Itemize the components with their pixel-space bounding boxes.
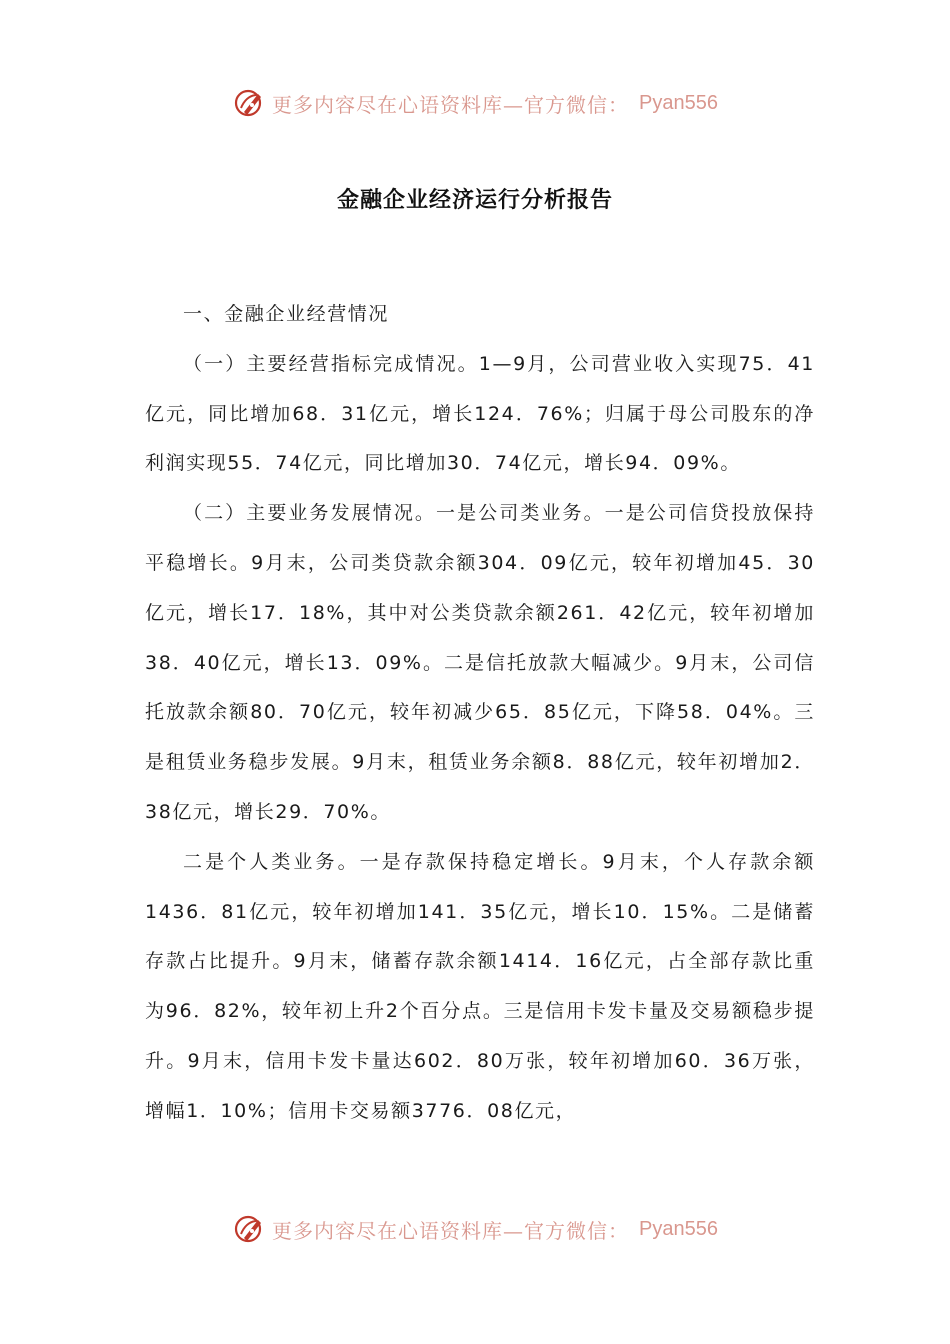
watermark-footer xyxy=(0,1212,950,1246)
document-title: 金融企业经济运行分析报告 xyxy=(336,187,613,213)
watermark-wechat-id: Pyan556 xyxy=(639,91,718,114)
document-body xyxy=(145,290,815,1137)
watermark-text: 更多内容尽在心语资料库—官方微信： xyxy=(272,92,630,117)
watermark-wechat-id: Pyan556 xyxy=(639,1217,718,1240)
paragraph-business-development: （二）主要业务发展情况。一是公司类业务。一是公司信贷投放保持平稳增长。9月末，公司类贷款余额304．09亿元，较年初增加45．30亿元，增长17．18%，其中对公类贷款余额261．42亿元，较年初增加38．40亿元，增长13．09%。二是信托放款大幅减少。9月末，公司信托放款余额80．70亿元，较年初减少65．85亿元，下降58．04%。三是租赁业务稳步发展。9月末，租赁业务余额8．88亿元，较年初增加2．38亿元，增长29．70%。 xyxy=(145,502,815,823)
pen-logo-icon xyxy=(232,86,266,120)
watermark-header xyxy=(0,86,950,120)
section-heading: 一、金融企业经营情况 xyxy=(183,303,390,325)
paragraph-main-indicators: （一）主要经营指标完成情况。1—9月，公司营业收入实现75．41亿元，同比增加68．31亿元，增长124．76%；归属于母公司股东的净利润实现55．74亿元，同比增加30．74亿元，增长94．09%。 xyxy=(145,352,815,475)
paragraph-personal-business: 二是个人类业务。一是存款保持稳定增长。9月末，个人存款余额1436．81亿元，较年初增加141．35亿元，增长10．15%。二是储蓄存款占比提升。9月末，储蓄存款余额1414．16亿元，占全部存款比重为96．82%，较年初上升2个百分点。三是信用卡发卡量及交易额稳步提升。9月末，信用卡发卡量达602．80万张，较年初增加60．36万张，增幅1．10%；信用卡交易额3776．08亿元， xyxy=(145,850,815,1122)
pen-logo-icon xyxy=(232,1212,266,1246)
watermark-text: 更多内容尽在心语资料库—官方微信： xyxy=(272,1218,630,1243)
